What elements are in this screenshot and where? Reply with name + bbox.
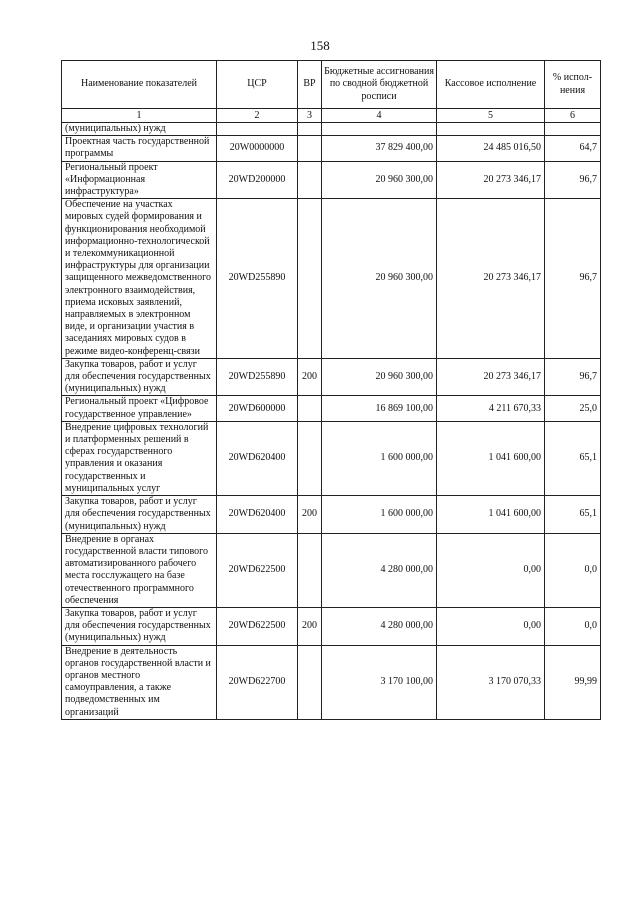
budget-amount: 4 280 000,00 — [322, 533, 437, 607]
execution-percent — [545, 123, 601, 136]
vr-code — [298, 161, 322, 199]
cash-amount: 24 485 016,50 — [437, 136, 545, 161]
table-row — [62, 533, 601, 607]
header-csr: ЦСР — [217, 61, 298, 109]
vr-code: 200 — [298, 607, 322, 645]
cash-amount: 0,00 — [437, 607, 545, 645]
execution-percent: 25,0 — [545, 396, 601, 421]
column-number: 6 — [545, 109, 601, 123]
table-row — [62, 496, 601, 534]
execution-percent: 0,0 — [545, 533, 601, 607]
indicator-name: Региональный проект «Информационная инфраструктура» — [62, 161, 217, 199]
table-row — [62, 199, 601, 359]
table-row — [62, 396, 601, 421]
column-number: 4 — [322, 109, 437, 123]
header-pct: % испол-нения — [545, 61, 601, 109]
table-row — [62, 421, 601, 495]
header-row — [62, 61, 601, 109]
budget-amount: 3 170 100,00 — [322, 645, 437, 719]
execution-percent: 0,0 — [545, 607, 601, 645]
header-cash: Кассовое исполнение — [437, 61, 545, 109]
vr-code — [298, 136, 322, 161]
column-number: 1 — [62, 109, 217, 123]
budget-amount: 20 960 300,00 — [322, 358, 437, 396]
execution-percent: 96,7 — [545, 199, 601, 359]
budget-amount — [322, 123, 437, 136]
budget-amount: 4 280 000,00 — [322, 607, 437, 645]
indicator-name: Внедрение в деятельность органов государственной власти и органов местного самоуправления, а также подведомственных им организаций — [62, 645, 217, 719]
indicator-name: Закупка товаров, работ и услуг для обеспечения государственных (муниципальных) нужд — [62, 358, 217, 396]
vr-code — [298, 421, 322, 495]
budget-amount: 37 829 400,00 — [322, 136, 437, 161]
indicator-name: Закупка товаров, работ и услуг для обеспечения государственных (муниципальных) нужд — [62, 607, 217, 645]
csr-code: 20W0000000 — [217, 136, 298, 161]
csr-code: 20WD255890 — [217, 199, 298, 359]
csr-code: 20WD255890 — [217, 358, 298, 396]
header-budget: Бюджетные ассигнования по сводной бюджетной росписи — [322, 61, 437, 109]
cash-amount: 1 041 600,00 — [437, 496, 545, 534]
csr-code: 20WD600000 — [217, 396, 298, 421]
execution-percent: 65,1 — [545, 421, 601, 495]
vr-code — [298, 645, 322, 719]
csr-code: 20WD200000 — [217, 161, 298, 199]
column-number: 5 — [437, 109, 545, 123]
execution-percent: 64,7 — [545, 136, 601, 161]
budget-amount: 1 600 000,00 — [322, 496, 437, 534]
execution-percent: 99,99 — [545, 645, 601, 719]
csr-code — [217, 123, 298, 136]
csr-code: 20WD620400 — [217, 496, 298, 534]
indicator-name: Проектная часть государственной программы — [62, 136, 217, 161]
budget-amount: 1 600 000,00 — [322, 421, 437, 495]
table-row — [62, 645, 601, 719]
vr-code: 200 — [298, 358, 322, 396]
indicator-name: Внедрение цифровых технологий и платформенных решений в сферах государственного управления и оказания государственных и муниципальных услуг — [62, 421, 217, 495]
vr-code — [298, 123, 322, 136]
csr-code: 20WD622500 — [217, 533, 298, 607]
indicator-name: Региональный проект «Цифровое государственное управление» — [62, 396, 217, 421]
vr-code — [298, 396, 322, 421]
cash-amount: 0,00 — [437, 533, 545, 607]
table-row — [62, 607, 601, 645]
csr-code: 20WD622700 — [217, 645, 298, 719]
header-name: Наименование показателей — [62, 61, 217, 109]
execution-percent: 96,7 — [545, 358, 601, 396]
indicator-name: (муниципальных) нужд — [62, 123, 217, 136]
cash-amount: 1 041 600,00 — [437, 421, 545, 495]
vr-code — [298, 533, 322, 607]
table-row — [62, 123, 601, 136]
cash-amount — [437, 123, 545, 136]
column-number: 2 — [217, 109, 298, 123]
vr-code — [298, 199, 322, 359]
indicator-name: Закупка товаров, работ и услуг для обеспечения государственных (муниципальных) нужд — [62, 496, 217, 534]
csr-code: 20WD622500 — [217, 607, 298, 645]
budget-amount: 20 960 300,00 — [322, 161, 437, 199]
cash-amount: 20 273 346,17 — [437, 161, 545, 199]
indicator-name: Обеспечение на участках мировых судей формирования и функционирования необходимой информационно-технологической и телекоммуникационной инфраструктуры для организации защищенного межведомственного электронного взаимодействия, приема исковых заявлений, направляемых в электронном виде, и организации участия в заседаниях мировых судов в режиме видео-конференц-связи — [62, 199, 217, 359]
table-row — [62, 161, 601, 199]
table-row — [62, 358, 601, 396]
cash-amount: 4 211 670,33 — [437, 396, 545, 421]
cash-amount: 20 273 346,17 — [437, 199, 545, 359]
budget-execution-table — [61, 60, 601, 720]
execution-percent: 65,1 — [545, 496, 601, 534]
budget-amount: 16 869 100,00 — [322, 396, 437, 421]
column-number: 3 — [298, 109, 322, 123]
csr-code: 20WD620400 — [217, 421, 298, 495]
indicator-name: Внедрение в органах государственной власти типового автоматизированного рабочего места госслужащего на базе отечественного программного обеспечения — [62, 533, 217, 607]
header-vr: ВР — [298, 61, 322, 109]
table-row — [62, 136, 601, 161]
cash-amount: 3 170 070,33 — [437, 645, 545, 719]
column-number-row — [62, 109, 601, 123]
execution-percent: 96,7 — [545, 161, 601, 199]
budget-amount: 20 960 300,00 — [322, 199, 437, 359]
cash-amount: 20 273 346,17 — [437, 358, 545, 396]
page-number: 158 — [310, 38, 330, 53]
vr-code: 200 — [298, 496, 322, 534]
